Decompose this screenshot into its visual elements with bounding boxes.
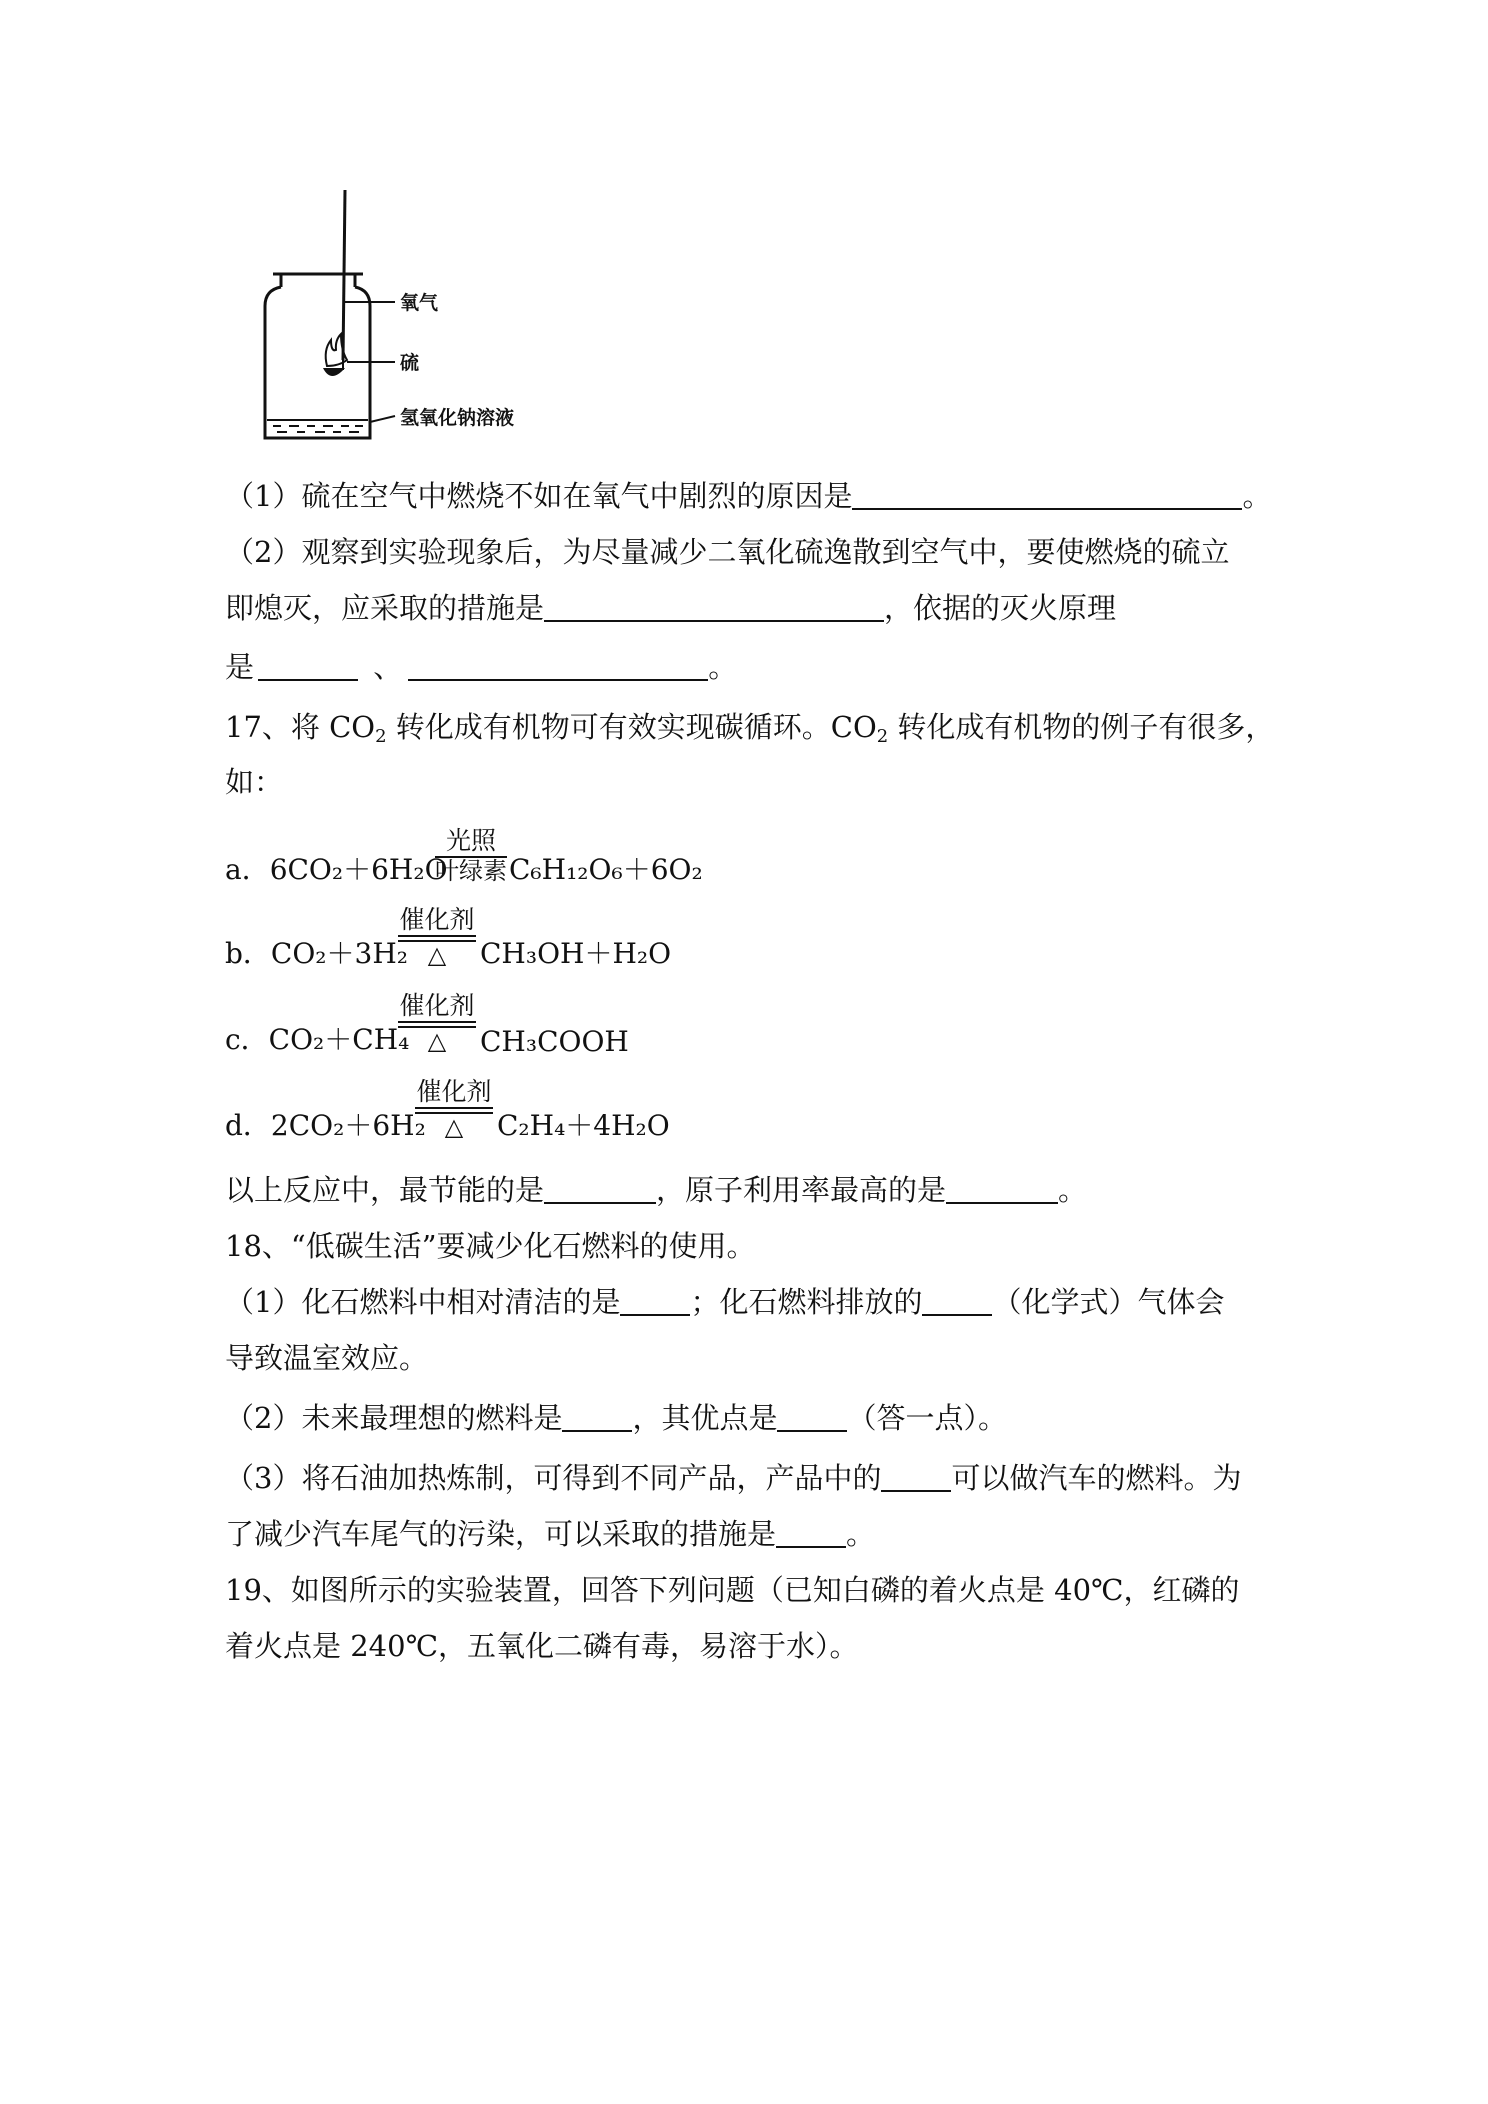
answer-blank[interactable] xyxy=(946,1174,1058,1204)
equation-a-condition xyxy=(435,826,507,884)
figure-label-sulfur: 硫 xyxy=(400,352,420,374)
q17-intro-line2-text: 如： xyxy=(225,765,284,799)
q18-part2-c: （答一点）。 xyxy=(847,1401,1007,1435)
figure-label-oxygen: 氧气 xyxy=(400,292,439,314)
q18-part1-b: ；化石燃料排放的 xyxy=(690,1285,923,1319)
q17-question-b: ，原子利用率最高的是 xyxy=(656,1173,947,1207)
q17-intro-c: 转化成有机物的例子有很多， xyxy=(888,710,1275,744)
equation-b-cond-top: 催化剂 xyxy=(399,905,475,934)
q16-part2-line3-sep: 、 xyxy=(373,650,403,684)
equation-c-right: CH₃COOH xyxy=(480,1025,629,1058)
answer-blank[interactable] xyxy=(852,480,1242,510)
figure-label-solution: 氢氧化钠溶液 xyxy=(400,407,515,429)
answer-blank[interactable] xyxy=(620,1286,690,1316)
q18-part2-a: （2）未来最理想的燃料是 xyxy=(225,1401,563,1435)
q18-part3-line2-end: 。 xyxy=(846,1517,876,1551)
q19-line1 xyxy=(225,1570,1239,1610)
q17-question-a: 以上反应中，最节能的是 xyxy=(225,1173,545,1207)
q18-part1-c: （化学式）气体会 xyxy=(992,1285,1225,1319)
answer-blank[interactable] xyxy=(562,1402,632,1432)
equation-b-left: b．CO₂＋3H₂ xyxy=(225,937,408,970)
q16-part1-text: （1）硫在空气中燃烧不如在氧气中剧烈的原因是 xyxy=(225,479,853,513)
q16-part2-line3 xyxy=(225,647,737,687)
equation-a xyxy=(225,826,925,896)
answer-blank[interactable] xyxy=(544,592,884,622)
equation-c xyxy=(225,991,925,1066)
equation-d xyxy=(225,1077,925,1152)
q16-part2-line1 xyxy=(225,532,1229,572)
q18-part2 xyxy=(225,1398,1007,1438)
q18-intro-text: 18、“低碳生活”要减少化石燃料的使用。 xyxy=(225,1229,756,1263)
q19-line2 xyxy=(225,1626,859,1666)
q18-part2-b: ，其优点是 xyxy=(632,1401,778,1435)
q17-intro-line1 xyxy=(225,707,1274,747)
q18-part1-line2-text: 导致温室效应。 xyxy=(225,1341,429,1375)
equation-b-cond-bottom: △ xyxy=(427,941,447,969)
answer-blank[interactable] xyxy=(408,651,708,681)
equation-b xyxy=(225,905,925,980)
q18-part3-line2 xyxy=(225,1514,875,1554)
q16-part2-line3-a: 是 xyxy=(225,650,255,684)
q16-part1 xyxy=(225,476,1271,516)
equation-a-right: C₆H₁₂O₆＋6O₂ xyxy=(509,853,703,886)
equation-a-left: a．6CO₂＋6H₂O xyxy=(225,853,448,886)
equation-c-cond-bottom: △ xyxy=(427,1027,447,1055)
q18-part3-a: （3）将石油加热炼制，可得到不同产品，产品中的 xyxy=(225,1461,882,1495)
subscript: 2 xyxy=(876,726,889,747)
equation-bar xyxy=(398,935,476,937)
equation-d-left: d．2CO₂＋6H₂ xyxy=(225,1109,426,1142)
q17-intro-b: 转化成有机物可有效实现碳循环。CO xyxy=(386,710,877,744)
equation-b-right: CH₃OH＋H₂O xyxy=(480,937,672,970)
q16-part2-line2-b: ，依据的灭火原理 xyxy=(884,591,1117,625)
q18-intro xyxy=(225,1226,756,1266)
answer-blank[interactable] xyxy=(881,1462,951,1492)
sulfur-combustion-figure xyxy=(235,190,535,450)
answer-blank[interactable] xyxy=(544,1174,656,1204)
equation-a-cond-top: 光照 xyxy=(445,826,496,855)
equation-d-right: C₂H₄＋4H₂O xyxy=(497,1109,670,1142)
q18-part3-line2-a: 了减少汽车尾气的污染，可以采取的措施是 xyxy=(225,1517,777,1551)
equation-d-condition xyxy=(415,1077,493,1140)
equation-bar xyxy=(398,1021,476,1023)
q19-line1-text: 19、如图所示的实验装置，回答下列问题（已知白磷的着火点是 40℃，红磷的 xyxy=(225,1573,1240,1607)
equation-d-cond-top: 催化剂 xyxy=(416,1077,492,1106)
q16-part1-end: 。 xyxy=(1242,479,1272,513)
subscript: 2 xyxy=(375,726,387,747)
q18-part1-a: （1）化石燃料中相对清洁的是 xyxy=(225,1285,621,1319)
answer-blank[interactable] xyxy=(922,1286,992,1316)
q17-question xyxy=(225,1170,1087,1210)
equation-bar xyxy=(415,1107,493,1109)
equation-b-condition xyxy=(398,905,476,968)
equation-d-cond-bottom: △ xyxy=(444,1113,464,1141)
equation-c-left: c．CO₂＋CH₄ xyxy=(225,1023,410,1056)
q18-part1 xyxy=(225,1282,1224,1322)
q17-intro-a: 17、将 CO xyxy=(225,710,376,744)
q16-part2-line3-end: 。 xyxy=(708,650,738,684)
answer-blank[interactable] xyxy=(777,1402,847,1432)
q18-part1-line2 xyxy=(225,1338,428,1378)
q18-part3-b: 可以做汽车的燃料。为 xyxy=(951,1461,1242,1495)
equation-a-cond-bottom: 叶绿素 xyxy=(435,857,507,885)
q16-part2-line2-a: 即熄灭，应采取的措施是 xyxy=(225,591,545,625)
answer-blank[interactable] xyxy=(258,651,358,681)
q18-part3 xyxy=(225,1458,1241,1498)
equation-c-condition xyxy=(398,991,476,1054)
equation-c-cond-top: 催化剂 xyxy=(399,991,475,1020)
q17-intro-line2 xyxy=(225,762,283,802)
answer-blank[interactable] xyxy=(776,1518,846,1548)
q16-part2-line2 xyxy=(225,588,1116,628)
q16-part2-text: （2）观察到实验现象后，为尽量减少二氧化硫逸散到空气中，要使燃烧的硫立 xyxy=(225,535,1230,569)
q19-line2-text: 着火点是 240℃，五氧化二磷有毒，易溶于水）。 xyxy=(225,1629,859,1663)
q17-question-end: 。 xyxy=(1058,1173,1088,1207)
